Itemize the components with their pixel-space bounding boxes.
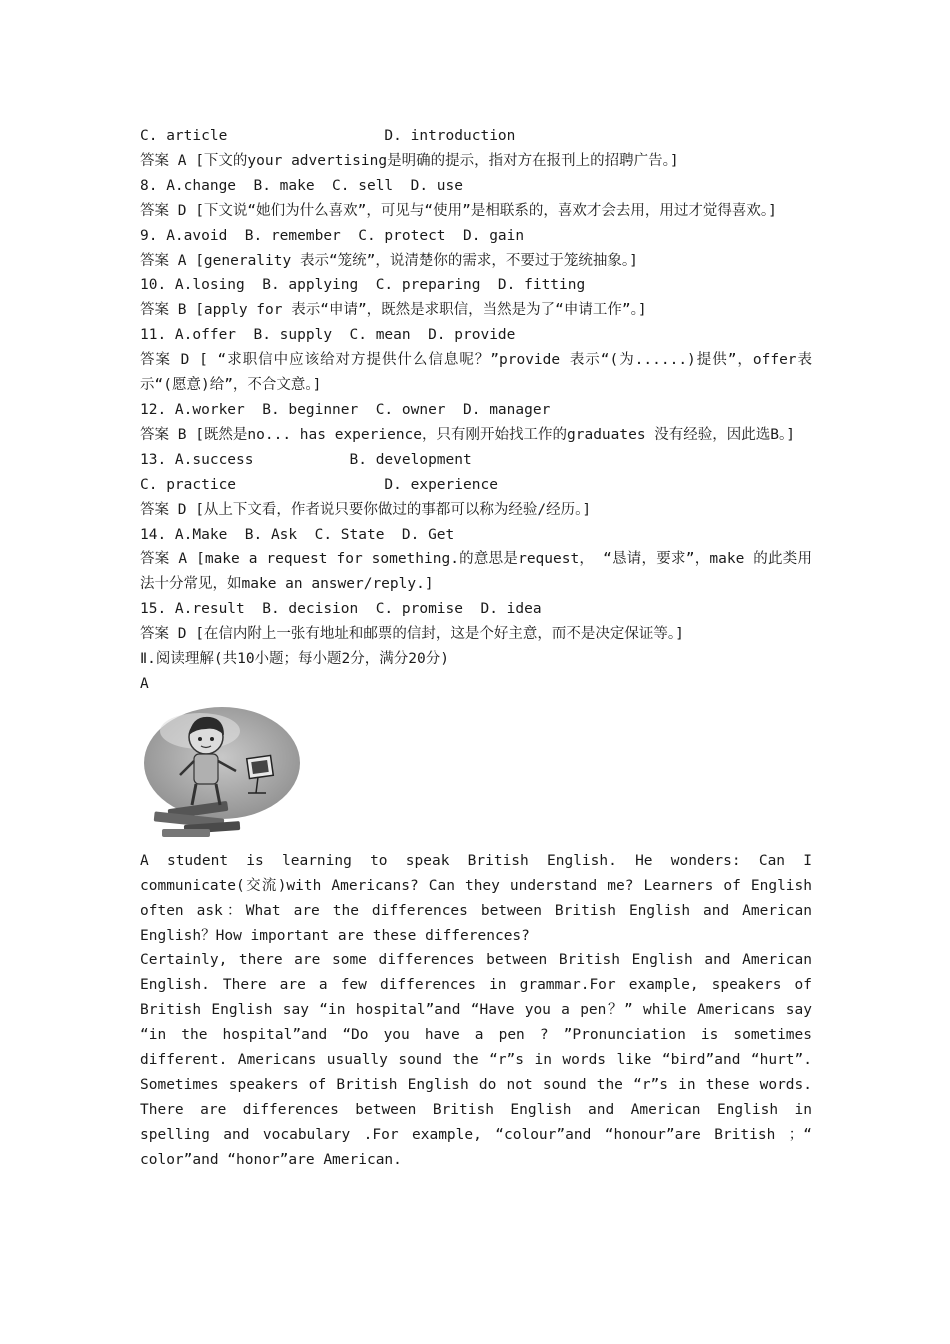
passage-paragraph: Certainly, there are some differences between British English and American English. There are a few differences in grammar.For example, speakers of British English say “in hospital”and “Have you a pen？” while Americans say “in the hospital”and “Do you have a pen ? ”Pronunciation is sometimes different. Americans usually sound the “r”s in words like “bird”and “hurt”. Sometimes speakers of British English do not sound the “r”s in these words. There are differences between British English and American English in spelling and vocabulary .For example, “colour”and “honour”are British ；“ color”and “honor”are American. — [140, 952, 812, 1168]
answer-line: 答案 A [下文的your advertising是明确的提示，指对方在报刊上的招聘广告。] — [140, 152, 679, 169]
question-line: 8. A.change B. make C. sell D. use — [140, 177, 464, 194]
answer-line: 答案 B [apply for 表示“申请”，既然是求职信，当然是为了“申请工作”。] — [140, 302, 647, 319]
passage-label: A — [140, 675, 149, 692]
passage-paragraph: A student is learning to speak British English. He wonders: Can I communicate(交流)with Americans? Can they understand me? Learners of English often ask：What are the differences between British English and American English？How important are these differences? — [140, 852, 812, 944]
question-line: 12. A.worker B. beginner C. owner D. manager — [140, 401, 551, 418]
answer-line: 答案 D [从上下文看，作者说只要你做过的事都可以称为经验/经历。] — [140, 501, 592, 518]
answer-line: 答案 D [ “求职信中应该给对方提供什么信息呢？”provide 表示“(为......)提供”，offer表示“(愿意)给”，不合文意。] — [140, 352, 812, 394]
option-line: C. article D. introduction — [140, 128, 516, 144]
answer-line: 答案 B [既然是no... has experience，只有刚开始找工作的graduates 没有经验，因此选B。] — [140, 426, 796, 443]
student-computer-illustration — [140, 701, 300, 841]
question-line: 15. A.result B. decision C. promise D. idea — [140, 601, 542, 618]
question-line: 10. A.losing B. applying C. preparing D. fitting — [140, 277, 586, 294]
section-heading: Ⅱ.阅读理解(共10小题；每小题2分，满分20分) — [140, 651, 449, 668]
option-line: C. practice D. experience — [140, 476, 498, 493]
question-line: 13. A.success B. development — [140, 451, 472, 468]
question-line: 14. A.Make B. Ask C. State D. Get — [140, 526, 455, 543]
answer-line: 答案 D [在信内附上一张有地址和邮票的信封，这是个好主意，而不是决定保证等。] — [140, 626, 684, 643]
question-line: 11. A.offer B. supply C. mean D. provide — [140, 327, 516, 344]
document-page — [140, 124, 812, 1173]
answer-line: 答案 A [generality 表示“笼统”，说清楚你的需求，不要过于笼统抽象。] — [140, 252, 638, 269]
question-line: 9. A.avoid B. remember C. protect D. gain — [140, 227, 525, 244]
answer-line: 答案 A [make a request for something.的意思是request， “恳请，要求”，make 的此类用法十分常见，如make an answer/reply.] — [140, 551, 812, 593]
answer-line: 答案 D [下文说“她们为什么喜欢”，可见与“使用”是相联系的，喜欢才会去用，用过才觉得喜欢。] — [140, 202, 777, 219]
